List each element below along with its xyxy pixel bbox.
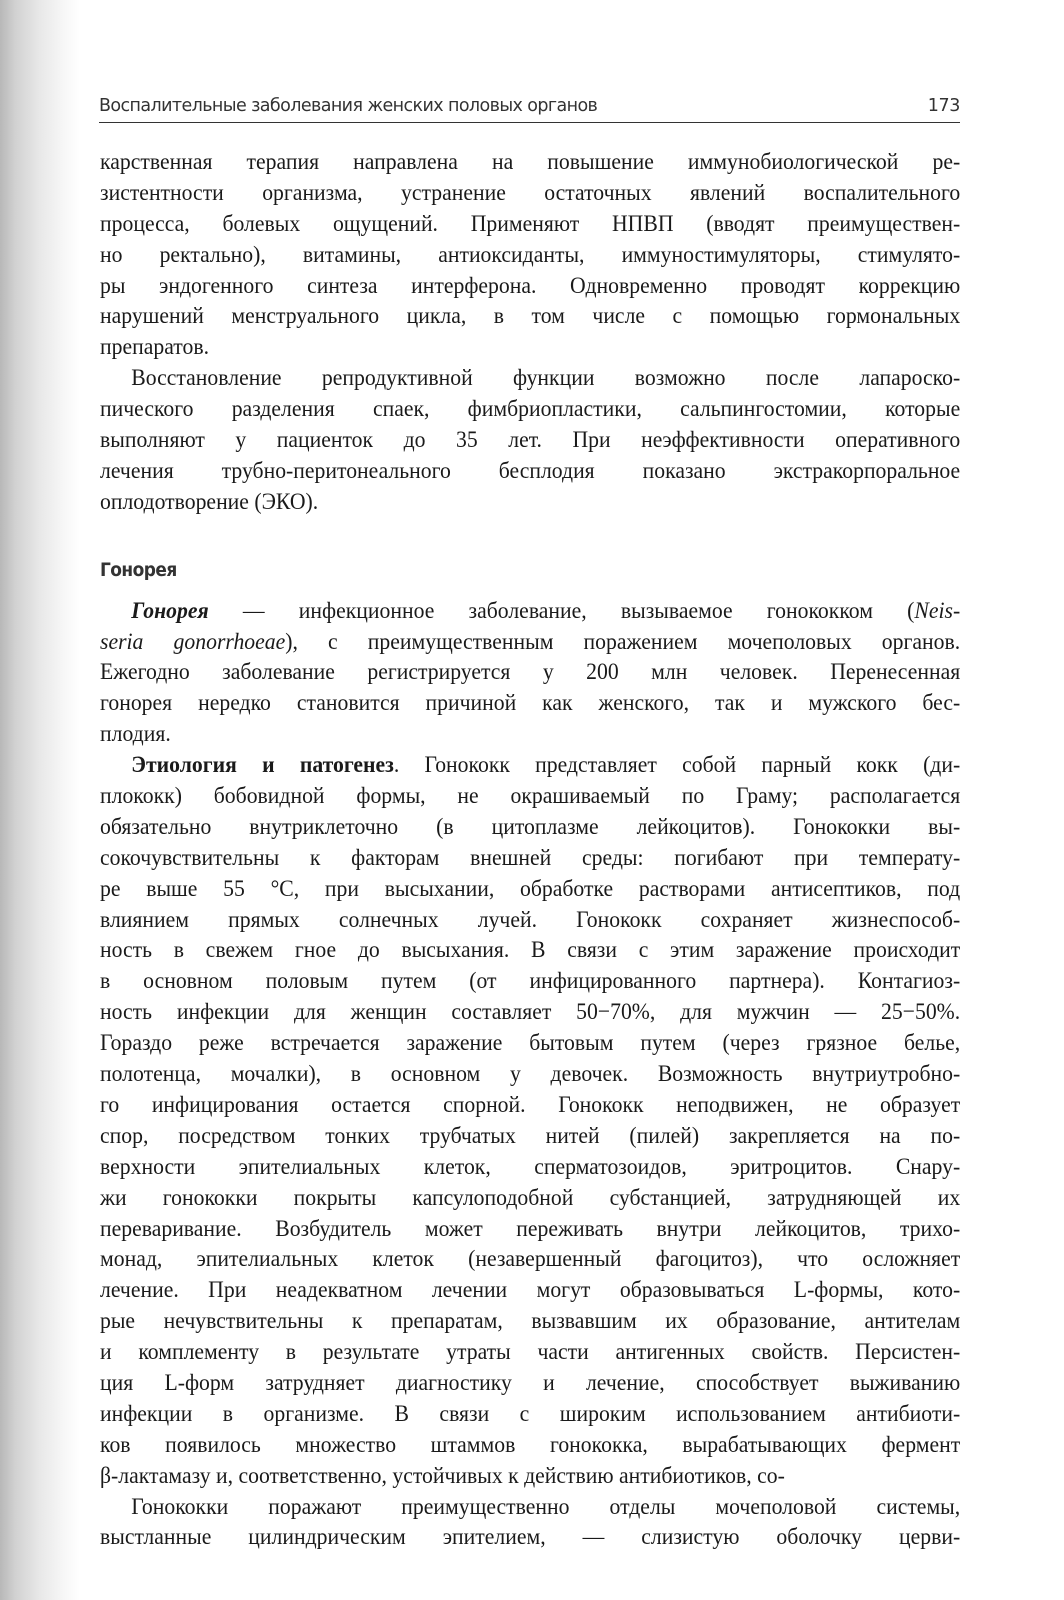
text-line: жи гонококки покрыты капсулоподобной субстанцией, затрудняющей их [100, 1184, 961, 1211]
running-header [99, 92, 960, 123]
page-body [100, 147, 960, 1553]
text-line: рые нечувствительны к препаратам, вызвавшим их образование, антителам [100, 1308, 961, 1335]
text-line: нарушений менструального цикла, в том числе с помощью гормональных [100, 303, 961, 330]
paragraph-reproductive [100, 363, 960, 517]
text-span: — инфекционное заболевание, вызываемое гонококком ( [208, 597, 915, 624]
text-line [100, 750, 960, 781]
text-line: обязательно внутриклеточно (в цитоплазме лейкоцитов). Гонококки вы- [100, 813, 961, 840]
text-line: влиянием прямых солнечных лучей. Гонококк сохраняет жизнеспособ- [100, 906, 961, 933]
text-line [100, 627, 960, 658]
term-etiology: Этиология и патогенез [131, 752, 394, 779]
running-title: Воспалительные заболевания женских половых органов [99, 96, 598, 116]
book-spine-shadow [0, 0, 80, 1600]
text-line: инфекции в организме. В связи с широким использованием антибиоти- [100, 1400, 961, 1427]
text-span: ), с преимущественным поражением мочеполовых органов. [285, 628, 961, 655]
text-line: карственная терапия направлена на повышение иммунобиологической ре- [100, 149, 961, 175]
text-line: в основном половым путем (от инфицированного партнера). Контагиоз- [100, 968, 961, 995]
text-line: и комплементу в результате утраты части антигенных свойств. Персистен- [100, 1339, 961, 1366]
text-line: Гонококки поражают преимущественно отделы мочеполовой системы, [131, 1493, 961, 1520]
text-line: спор, посредством тонких трубчатых нитей (пилей) закрепляется на по- [100, 1122, 961, 1149]
text-line: верхности эпителиальных клеток, сперматозоидов, эритроцитов. Снару- [100, 1153, 961, 1180]
text-line: монад, эпителиальных клеток (незавершенный фагоцитоз), что осложняет [100, 1246, 961, 1273]
text-line: процесса, болевых ощущений. Применяют НПВП (вводят преимуществен- [100, 210, 961, 237]
text-line: го инфицирования остается спорной. Гонококк неподвижен, не образует [100, 1091, 961, 1118]
text-line: выполняют у пациенток до 35 лет. При неэффективности оперативного [100, 427, 961, 454]
paragraph-etiology [100, 750, 960, 1491]
text-line: плококк) бобовидной формы, не окрашиваемый по Граму; располагается [100, 783, 961, 810]
text-line: ры эндогенного синтеза интерферона. Одновременно проводят коррекцию [100, 272, 961, 299]
text-line: полотенца, мочалки), в основном у девочек. Возможность внутриутробно- [100, 1061, 961, 1088]
text-line: Восстановление репродуктивной функции возможно после лапароско- [131, 365, 961, 392]
page-number: 173 [927, 96, 960, 116]
text-line: β-лактамазу и, соответственно, устойчивых к действию антибиотиков, со- [100, 1462, 785, 1489]
text-line: выстланные цилиндрическим эпителием, — слизистую оболочку церви- [100, 1524, 961, 1551]
text-line: ность в свежем гное до высыхания. В связи с этим заражение происходит [100, 937, 961, 964]
text-line: плодия. [100, 721, 171, 748]
text-line: ре выше 55 °С, при высыхании, обработке растворами антисептиков, под [100, 875, 961, 902]
text-line: пического разделения спаек, фимбриопластики, сальпингостомии, которые [100, 396, 961, 423]
text-line: Гораздо реже встречается заражение бытовым путем (через грязное белье, [100, 1030, 961, 1057]
paragraph-definition [100, 596, 960, 750]
text-line: лечения трубно-перитонеального бесплодия показано экстракорпоральное [100, 457, 961, 484]
text-line: ция L-форм затрудняет диагностику и лечение, способствует выживанию [100, 1369, 961, 1396]
text-line [100, 596, 960, 627]
text-line: переваривание. Возбудитель может переживать внутри лейкоцитов, трихо- [100, 1215, 961, 1242]
text-line: сокочувствительны к факторам внешней среды: погибают при температу- [100, 844, 961, 871]
term-gonorrhea: Гонорея [131, 597, 209, 624]
text-line: Ежегодно заболевание регистрируется у 200 млн человек. Перенесенная [100, 659, 961, 686]
text-line: лечение. При неадекватном лечении могут образовываться L-формы, кото- [100, 1277, 961, 1304]
paragraph-lesions [100, 1492, 960, 1554]
section-heading: Гонорея [100, 559, 177, 581]
text-line: ков появилось множество штаммов гонококка, вырабатывающих фермент [100, 1431, 961, 1458]
text-line: гонорея нередко становится причиной как женского, так и мужского бес- [100, 690, 961, 717]
latin-name: seria gonorrhoeae [100, 628, 286, 655]
text-span: . Гонококк представляет собой парный кокк (ди- [393, 752, 961, 779]
paragraph-therapy [100, 147, 960, 363]
text-line: ность инфекции для женщин составляет 50−70%, для мужчин — 25−50%. [100, 999, 961, 1026]
text-line: оплодотворение (ЭКО). [100, 488, 319, 515]
latin-name: Neis- [914, 597, 961, 624]
text-line: препаратов. [100, 334, 210, 361]
text-line: но ректально), витамины, антиоксиданты, иммуностимуляторы, стимулято- [100, 241, 961, 268]
text-line: зистентности организма, устранение остаточных явлений воспалительного [100, 179, 961, 206]
